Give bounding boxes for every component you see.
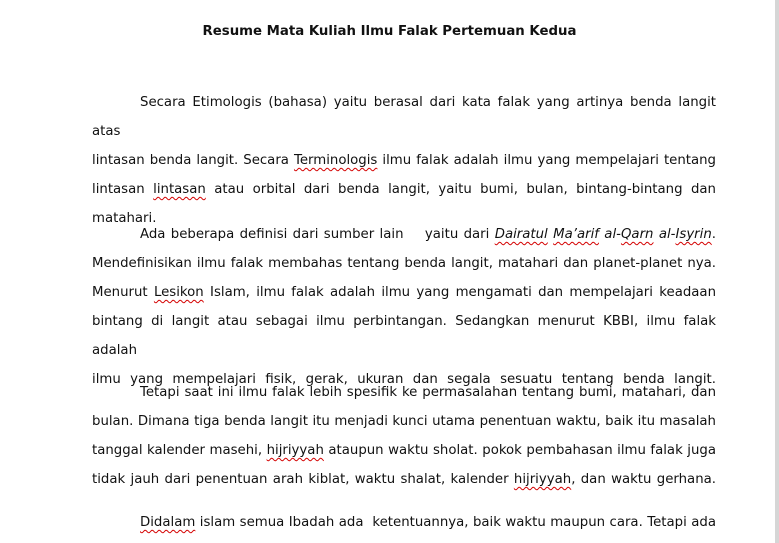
paragraph-1-line-3: lintasan lintasan atau orbital dari benda langit, yaitu bumi, bulan, bintang-bintang dan — [92, 182, 716, 197]
paragraph-2-line-2: Mendefinisikan ilmu falak membahas tentang benda langit, matahari dan planet-planet nya. — [92, 256, 716, 271]
spellcheck-word[interactable]: hijriyyah — [266, 443, 324, 458]
window-edge — [775, 0, 779, 543]
spellcheck-word[interactable]: lintasan — [153, 182, 206, 197]
spellcheck-word[interactable]: Dairatul — [494, 227, 548, 242]
spellcheck-word[interactable]: Didalam — [140, 515, 196, 530]
spellcheck-word[interactable]: Ma’arif — [553, 227, 599, 242]
spellcheck-word[interactable]: Isyrin — [675, 227, 712, 242]
paragraph-4-line-1: Didalam islam semua Ibadah ada ketentuannya, baik waktu maupun cara. Tetapi ada — [140, 515, 716, 530]
paragraph-2-line-3: Menurut Lesikon Islam, ilmu falak adalah ilmu yang mengamati dan mempelajari keadaan — [92, 285, 717, 300]
spellcheck-word[interactable]: Terminologis — [293, 153, 378, 168]
paragraph-2-line-4: bintang di langit atau sebagai ilmu perbintangan. Sedangkan menurut KBBI, ilmu falak adalah — [92, 314, 716, 358]
spellcheck-word[interactable]: Lesikon — [153, 285, 204, 300]
paragraph-2-line-1: Ada beberapa definisi dari sumber lain yaitu dari Dairatul Ma’arif al-Qarn al-Isyrin. — [140, 227, 717, 242]
paragraph-1-line-4: matahari. — [92, 211, 157, 226]
paragraph-3-line-1: Tetapi saat ini ilmu falak lebih spesifik ke permasalahan tentang bumi, matahari, dan — [140, 385, 716, 400]
paragraph-3-line-4: tidak jauh dari penentuan arah kiblat, waktu shalat, kalender hijriyyah, dan waktu gerhana. — [92, 472, 716, 487]
spellcheck-word[interactable]: Qarn — [620, 227, 654, 242]
paragraph-3-line-2: bulan. Dimana tiga benda langit itu menjadi kunci utama penentuan waktu, baik itu masalah — [92, 414, 716, 429]
paragraph-2 — [92, 220, 716, 394]
document-title: Resume Mata Kuliah Ilmu Falak Pertemuan Kedua — [202, 24, 577, 39]
paragraph-1-line-2: lintasan benda langit. Secara Terminologis ilmu falak adalah ilmu yang mempelajari tentang — [92, 153, 716, 168]
paragraph-1-line-1: Secara Etimologis (bahasa) yaitu berasal dari kata falak yang artinya benda langit atas — [92, 95, 716, 139]
paragraph-4 — [92, 508, 716, 537]
paragraph-2-line-5: ilmu yang mempelajari fisik, gerak, ukuran dan segala sesuatu tentang benda langit. — [92, 372, 716, 387]
paragraph-1 — [92, 88, 716, 233]
spellcheck-word[interactable]: hijriyyah — [513, 472, 572, 487]
paragraph-3 — [92, 378, 716, 494]
paragraph-3-line-3: tanggal kalender masehi, hijriyyah ataupun waktu sholat. pokok pembahasan ilmu falak juga — [92, 443, 716, 458]
